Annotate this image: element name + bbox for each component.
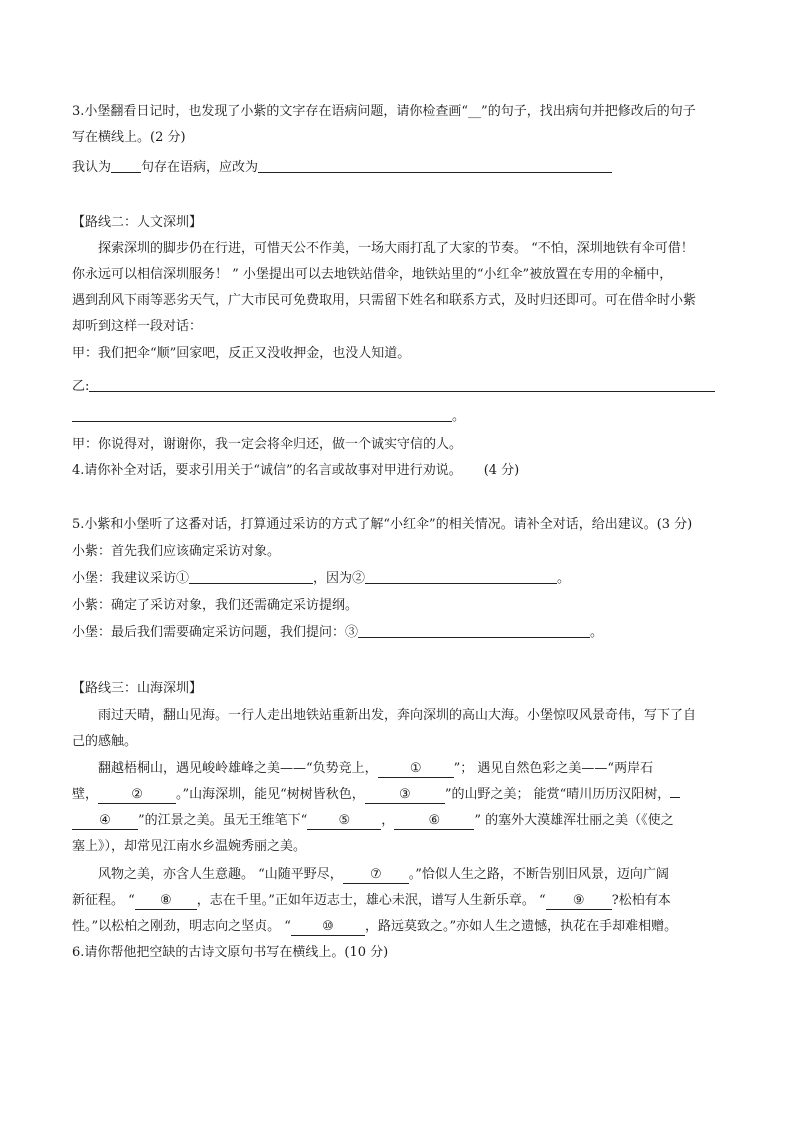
q5-intro: 5.小紫和小堡听了这番对话，打算通过采访的方式了解“小红伞”的相关情况。请补全对话，给出建议。(3 分) <box>72 517 693 532</box>
q5-d3: 小紫：确定了采访对象，我们还需确定采访提纲。 <box>72 598 359 613</box>
q5-blank-1[interactable] <box>189 570 313 584</box>
q4-score: (4 分) <box>483 463 520 478</box>
q4-text: 4.请你补全对话，要求引用关于“诚信”的名言或故事对甲进行劝说。 <box>72 463 462 478</box>
q5-d2a: 小堡：我建议采访① <box>72 571 190 586</box>
route3-s5b: 。”恰似人生之路，不断告别旧风景，迈向广阔 <box>408 867 669 882</box>
route3-s3 <box>72 812 732 830</box>
q5-d4b: 。 <box>590 625 604 640</box>
q3-sentence-blank[interactable] <box>111 159 141 173</box>
dialog-yi-blank-1[interactable] <box>89 378 715 392</box>
poem-blank-3[interactable]: ③ <box>365 787 445 804</box>
q5-blank-2[interactable] <box>365 570 557 584</box>
poem-blank-10[interactable]: ⑩ <box>291 919 365 936</box>
route2-p4: 却听到这样一段对话： <box>72 319 203 334</box>
route3-s5 <box>98 866 732 884</box>
route3-p2: 己的感触。 <box>72 734 138 749</box>
route3-s3b: ， <box>381 813 395 828</box>
q3-line1: 3.小堡翻看日记时，也发现了小紫的文字存在语病问题，请你检查画“__”的句子，找出病句并把修改后的句子 <box>72 104 696 119</box>
dialog-yi-label: 乙: <box>72 379 90 394</box>
route3-s4: 塞上》），却常见江南水乡温婉秀丽之美。 <box>72 839 307 854</box>
q5-d2c: 。 <box>557 571 571 586</box>
route3-s1 <box>98 760 732 778</box>
route3-s7 <box>72 918 732 936</box>
route3-p1: 雨过天晴，翻山见海。一行人走出地铁站重新出发，奔向深圳的高山大海。小堡惊叹风景奇伟，写下了自 <box>98 708 697 723</box>
route3-heading: 【路线三：山海深圳】 <box>72 681 203 696</box>
q3-line2: 写在横线上。(2 分) <box>72 130 186 145</box>
route3-s3a: ”的江景之美。虽无王维笔下“ <box>138 813 308 828</box>
dialog-yi-line <box>72 378 732 396</box>
route3-s1a: 翻越梧桐山，遇见峻岭雄峰之美——“负势竞上， <box>98 761 378 776</box>
route2-heading: 【路线二：人文深圳】 <box>72 215 203 230</box>
dialog-yi-period: 。 <box>452 409 466 424</box>
poem-blank-1[interactable]: ① <box>378 761 454 778</box>
q3-correction-blank[interactable] <box>258 159 612 173</box>
dialog-yi-blank-2[interactable] <box>72 408 452 422</box>
route3-s6c: ?松柏有本 <box>611 893 671 908</box>
q6-text: 6.请你帮他把空缺的古诗文原句书写在横线上。(10 分) <box>72 945 389 960</box>
q3-answer-line <box>72 159 732 177</box>
route3-s5a: 风物之美，亦含人生意趣。 “山随平野尽， <box>98 867 343 882</box>
route3-s6a: 新征程。 “ <box>72 893 135 908</box>
q5-d4 <box>72 624 732 642</box>
route3-s2a: 壁， <box>72 787 99 802</box>
route2-p1: 探索深圳的脚步仍在行进，可惜天公不作美，一场大雨打乱了大家的节奏。 “不怕，深圳地铁有伞可借！ <box>98 241 694 256</box>
route2-p3: 遇到刮风下雨等恶劣天气，广大市民可免费取用，只需留下姓名和联系方式，及时归还即可。可在借伞时小紫 <box>72 293 697 308</box>
q5-d2b: ，因为② <box>313 571 366 586</box>
poem-blank-7[interactable]: ⑦ <box>343 867 409 884</box>
route3-s2c: ”的山野之美； 能赏“晴川历历汉阳树， <box>444 787 671 802</box>
dialog-yi-line2 <box>72 408 732 426</box>
route3-s6b: ，志在千里。”正如年迈志士，雄心未泯，谱写人生新乐章。 “ <box>196 893 546 908</box>
route3-s6 <box>72 892 732 910</box>
q5-blank-3[interactable] <box>358 624 590 638</box>
dialog-jia-2: 甲：你说得对，谢谢你，我一定会将伞归还，做一个诚实守信的人。 <box>72 437 463 452</box>
q3-answer-b: 句存在语病，应改为 <box>141 160 259 175</box>
poem-blank-4-start[interactable] <box>670 797 680 798</box>
route3-s7b: ，路远莫致之。”亦如人生之遗憾，执花在手却难相赠。 <box>364 919 678 934</box>
poem-blank-5[interactable]: ⑤ <box>307 813 381 830</box>
poem-blank-4[interactable]: ④ <box>72 813 138 830</box>
dialog-jia-1: 甲：我们把伞“顺”回家吧，反正又没收押金，也没人知道。 <box>72 346 411 361</box>
route3-s1b: ”； 遇见自然色彩之美——“两岸石 <box>453 761 654 776</box>
poem-blank-2[interactable]: ② <box>98 787 176 804</box>
poem-blank-9[interactable]: ⑨ <box>546 893 612 910</box>
q5-d4a: 小堡：最后我们需要确定采访问题，我们提问：③ <box>72 625 359 640</box>
route3-s2 <box>72 786 732 804</box>
q4-line <box>72 462 732 480</box>
poem-blank-8[interactable]: ⑧ <box>135 893 197 910</box>
poem-blank-6[interactable]: ⑥ <box>394 813 474 830</box>
route3-s2b: 。”山海深圳，能见“树树皆秋色， <box>176 787 365 802</box>
q5-d1: 小紫：首先我们应该确定采访对象。 <box>72 544 281 559</box>
route3-s3c: ” 的塞外大漠雄浑壮丽之美（《使之 <box>474 813 674 828</box>
q3-answer-a: 我认为 <box>72 160 112 175</box>
route3-s7a: 性。”以松柏之刚劲，明志向之坚贞。 “ <box>72 919 291 934</box>
route2-p2: 你永远可以相信深圳服务！ ” 小堡提出可以去地铁站借伞，地铁站里的“小红伞”被放置在专用的伞桶中， <box>72 267 673 282</box>
q5-d2 <box>72 570 732 588</box>
